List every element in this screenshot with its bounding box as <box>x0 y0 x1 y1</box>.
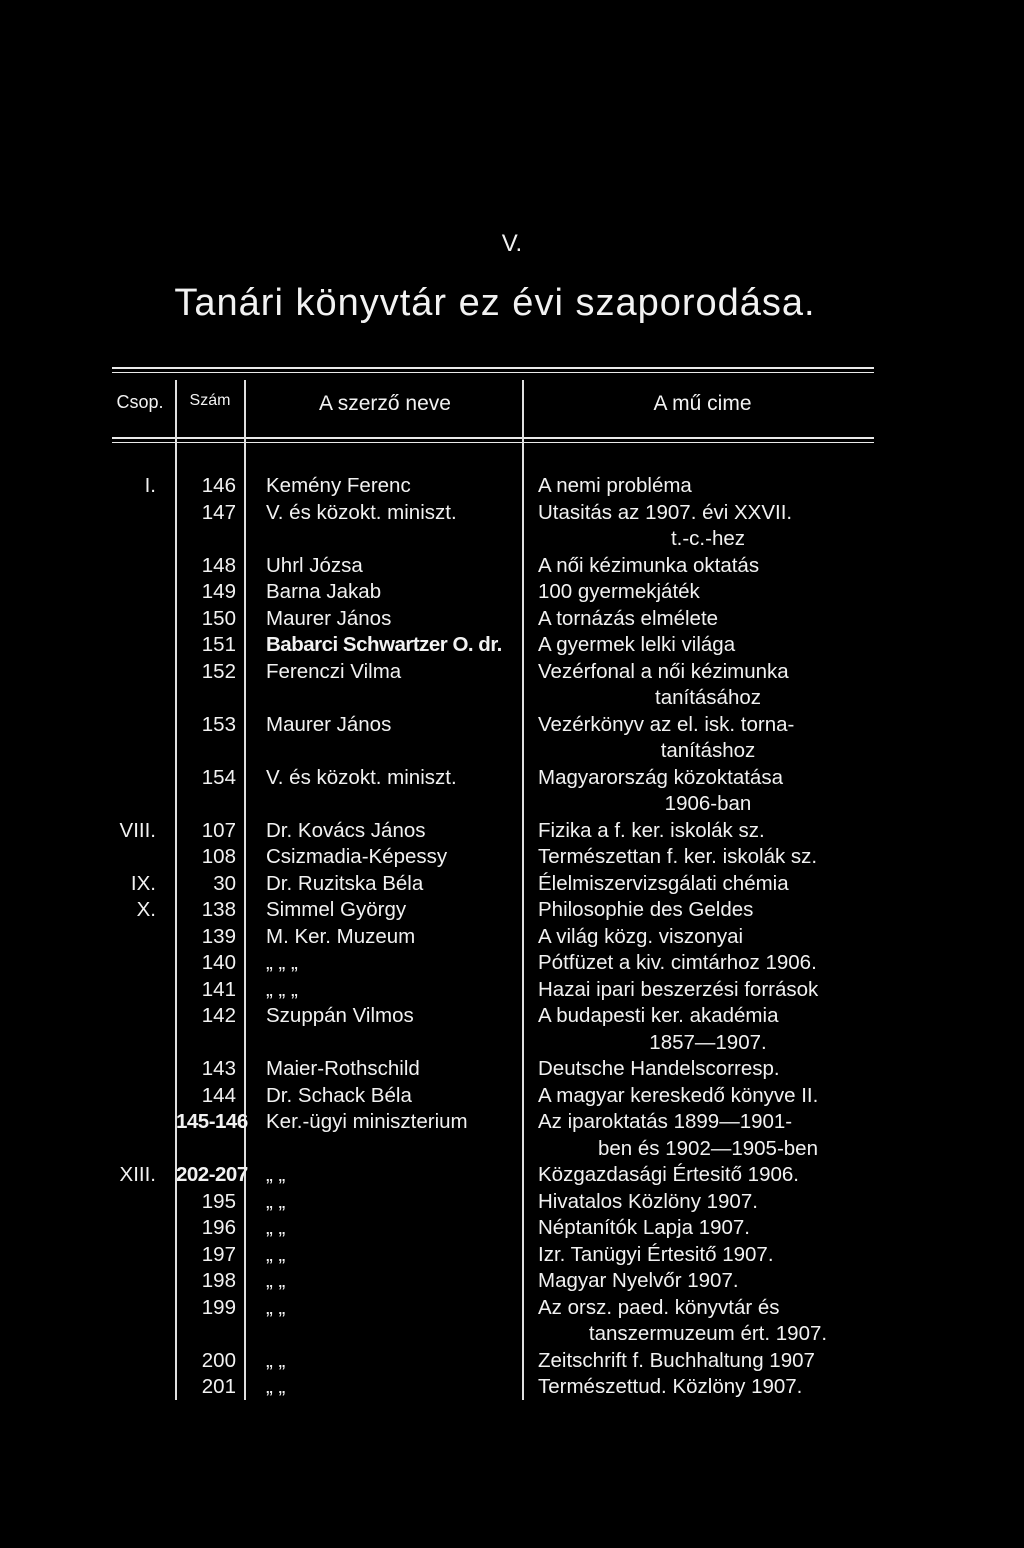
header-rule-thin <box>112 442 874 443</box>
book-table <box>0 473 1024 1401</box>
author-cell: Maurer János <box>266 606 392 630</box>
work-title-cell: Philosophie des Geldes <box>538 898 754 921</box>
table-row-continuation <box>0 791 1024 818</box>
number-cell: 30 <box>213 871 236 895</box>
page-title: Tanári könyvtár ez évi szaporodása. <box>174 282 816 324</box>
group-cell: IX. <box>130 871 156 895</box>
top-rule <box>112 367 874 369</box>
work-title-cell: tanításhoz <box>660 739 756 762</box>
table-row <box>0 897 1024 924</box>
author-cell: Szuppán Vilmos <box>266 1004 414 1027</box>
number-cell: 108 <box>201 845 236 868</box>
table-row <box>0 950 1024 977</box>
author-cell: „ „ <box>266 1216 286 1239</box>
table-row <box>0 1162 1024 1189</box>
table-row-continuation <box>0 1030 1024 1057</box>
work-title-cell: A budapesti ker. akadémia <box>538 1004 779 1027</box>
work-title-cell: Természettud. Közlöny 1907. <box>538 1375 803 1398</box>
number-cell: 198 <box>201 1269 236 1292</box>
number-cell: 150 <box>201 606 236 630</box>
work-title-cell: 1906-ban <box>664 792 752 815</box>
number-cell: 138 <box>201 898 236 921</box>
work-title-cell: A világ közg. viszonyai <box>538 924 744 948</box>
header-author: A szerző neve <box>319 392 451 415</box>
table-row-continuation <box>0 738 1024 765</box>
author-cell: V. és közokt. miniszt. <box>266 500 457 524</box>
table-row <box>0 1189 1024 1216</box>
author-cell: „ „ <box>266 1189 286 1213</box>
work-title-cell: A magyar kereskedő könyve II. <box>538 1083 819 1107</box>
header-work: A mű cime <box>653 392 752 415</box>
table-row <box>0 844 1024 871</box>
top-rule-thin <box>112 372 874 373</box>
author-cell: Dr. Kovács János <box>266 818 426 842</box>
table-row <box>0 1003 1024 1030</box>
work-title-cell: Magyarország közoktatása <box>538 765 783 789</box>
number-cell: 154 <box>201 765 236 789</box>
table-row <box>0 632 1024 659</box>
author-cell: „ „ <box>266 1348 286 1372</box>
author-cell: V. és közokt. miniszt. <box>266 765 457 789</box>
work-title-cell: tanszermuzeum ért. 1907. <box>588 1322 828 1345</box>
number-cell: 139 <box>201 924 236 948</box>
table-row <box>0 1242 1024 1269</box>
table-row <box>0 606 1024 633</box>
group-cell: VIII. <box>119 818 156 842</box>
number-cell: 201 <box>201 1375 236 1398</box>
work-title-cell: Izr. Tanügyi Értesitő 1907. <box>538 1242 774 1266</box>
author-cell: „ „ <box>266 1375 286 1398</box>
work-title-cell: Az orsz. paed. könyvtár és <box>538 1295 780 1319</box>
table-row <box>0 473 1024 500</box>
work-title-cell: Hazai ipari beszerzési források <box>538 977 819 1001</box>
author-cell: Ker.-ügyi miniszterium <box>266 1110 468 1133</box>
work-title-cell: Az iparoktatás 1899—1901- <box>538 1110 793 1133</box>
table-row <box>0 924 1024 951</box>
table-row <box>0 818 1024 845</box>
table-row <box>0 1374 1024 1401</box>
work-title-cell: Vezérfonal a női kézimunka <box>538 659 789 683</box>
table-row <box>0 579 1024 606</box>
table-row <box>0 1215 1024 1242</box>
author-cell: Simmel György <box>266 898 407 921</box>
header-rule <box>112 437 874 439</box>
work-title-cell: A tornázás elmélete <box>538 606 719 630</box>
author-cell: Uhrl Józsa <box>266 553 363 577</box>
table-row <box>0 659 1024 686</box>
table-row-continuation <box>0 1321 1024 1348</box>
table-row <box>0 871 1024 898</box>
table-row-continuation <box>0 1136 1024 1163</box>
work-title-cell: Pótfüzet a kiv. cimtárhoz 1906. <box>538 951 817 974</box>
author-cell: Babarci Schwartzer O. dr. <box>266 633 502 656</box>
work-title-cell: Közgazdasági Értesitő 1906. <box>538 1163 799 1186</box>
work-title-cell: Deutsche Handelscorresp. <box>538 1057 780 1080</box>
table-row <box>0 1295 1024 1322</box>
number-cell: 147 <box>201 500 236 524</box>
table-row <box>0 500 1024 527</box>
author-cell: M. Ker. Muzeum <box>266 924 416 948</box>
work-title-cell: 1857—1907. <box>649 1030 767 1054</box>
author-cell: „ „ „ <box>266 951 298 974</box>
number-cell: 141 <box>201 977 236 1001</box>
number-cell: 151 <box>201 633 236 656</box>
work-title-cell: Hivatalos Közlöny 1907. <box>538 1189 758 1213</box>
author-cell: „ „ <box>266 1163 286 1186</box>
work-title-cell: Fizika a f. ker. iskolák sz. <box>538 818 765 842</box>
number-cell: 196 <box>201 1216 236 1239</box>
author-cell: Csizmadia-Képessy <box>266 845 448 868</box>
group-cell: I. <box>144 474 156 497</box>
author-cell: Ferenczi Vilma <box>266 659 402 683</box>
number-cell: 197 <box>201 1242 236 1266</box>
author-cell: „ „ „ <box>266 977 298 1001</box>
author-cell: „ „ <box>266 1269 286 1292</box>
author-cell: Dr. Schack Béla <box>266 1083 412 1107</box>
work-title-cell: 100 gyermekjáték <box>538 580 700 603</box>
table-row <box>0 712 1024 739</box>
number-cell: 143 <box>201 1057 236 1080</box>
number-cell: 149 <box>201 580 236 603</box>
table-row-continuation <box>0 526 1024 553</box>
work-title-cell: Zeitschrift f. Buchhaltung 1907 <box>538 1348 815 1372</box>
group-cell: X. <box>136 898 156 921</box>
table-row <box>0 1056 1024 1083</box>
table-row <box>0 765 1024 792</box>
work-title-cell: tanításához <box>655 686 761 709</box>
number-cell: 145-146 <box>176 1110 248 1133</box>
work-title-cell: Néptanítók Lapja 1907. <box>538 1216 750 1239</box>
number-cell: 195 <box>201 1189 236 1213</box>
number-cell: 202-207 <box>176 1163 248 1186</box>
number-cell: 148 <box>201 553 236 577</box>
work-title-cell: A női kézimunka oktatás <box>538 553 760 577</box>
work-title-cell: t.-c.-hez <box>670 527 746 550</box>
work-title-cell: Élelmiszervizsgálati chémia <box>538 871 789 895</box>
header-group: Csop. <box>116 392 164 412</box>
table-row <box>0 1348 1024 1375</box>
work-title-cell: A nemi probléma <box>538 474 692 497</box>
table-row <box>0 977 1024 1004</box>
table-row-continuation <box>0 685 1024 712</box>
number-cell: 152 <box>201 659 236 683</box>
number-cell: 153 <box>201 712 236 736</box>
work-title-cell: Utasitás az 1907. évi XXVII. <box>538 500 793 524</box>
work-title-cell: A gyermek lelki világa <box>538 633 736 656</box>
table-row <box>0 1268 1024 1295</box>
table-row <box>0 1109 1024 1136</box>
author-cell: Barna Jakab <box>266 580 382 603</box>
number-cell: 142 <box>201 1004 236 1027</box>
work-title-cell: ben és 1902—1905-ben <box>598 1136 818 1160</box>
number-cell: 200 <box>201 1348 236 1372</box>
number-cell: 107 <box>201 818 236 842</box>
table-row <box>0 553 1024 580</box>
work-title-cell: Vezérkönyv az el. isk. torna- <box>538 712 795 736</box>
table-row <box>0 1083 1024 1110</box>
section-number: V. <box>501 230 523 257</box>
author-cell: „ „ <box>266 1295 286 1319</box>
work-title-cell: Magyar Nyelvőr 1907. <box>538 1269 739 1292</box>
author-cell: Dr. Ruzitska Béla <box>266 871 424 895</box>
work-title-cell: Természettan f. ker. iskolák sz. <box>538 845 818 868</box>
number-cell: 144 <box>201 1083 236 1107</box>
author-cell: Maurer János <box>266 712 392 736</box>
author-cell: Kemény Ferenc <box>266 474 411 497</box>
author-cell: „ „ <box>266 1242 286 1266</box>
group-cell: XIII. <box>119 1163 156 1186</box>
number-cell: 146 <box>201 474 236 497</box>
number-cell: 140 <box>201 951 236 974</box>
author-cell: Maier-Rothschild <box>266 1057 420 1080</box>
number-cell: 199 <box>201 1295 236 1319</box>
header-number: Szám <box>189 392 231 409</box>
